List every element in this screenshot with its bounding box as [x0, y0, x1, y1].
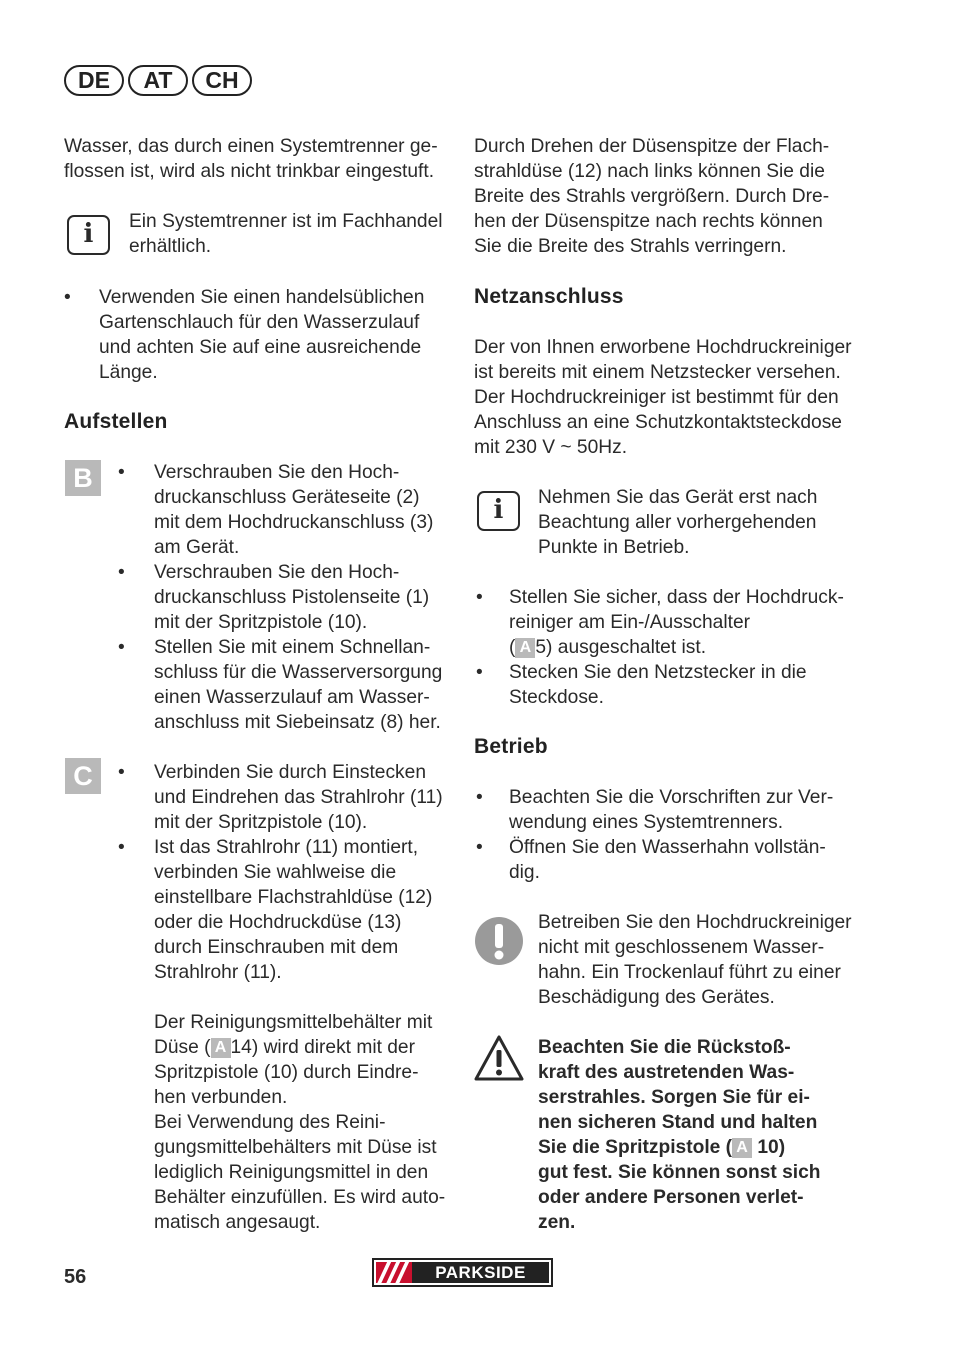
- text-line: zen.: [538, 1212, 576, 1233]
- notice-trockenlauf: [538, 910, 852, 1010]
- bullet-text: [154, 560, 429, 635]
- text-line: oder die Hochdruckdüse (13): [154, 912, 402, 933]
- bullet-dot: •: [118, 462, 125, 483]
- text-line: Stellen Sie mit einem Schnellan-: [154, 637, 431, 658]
- warning-triangle-icon: [473, 1034, 525, 1082]
- text-line: anschluss mit Siebeinsatz (8) her.: [154, 712, 441, 733]
- text-line: Steckdose.: [509, 687, 604, 708]
- logo-stripes: [376, 1262, 412, 1283]
- figure-ref-a: A: [211, 1038, 231, 1058]
- text-line: kraft des austretenden Was-: [538, 1062, 795, 1083]
- bullet-dot: •: [476, 787, 483, 808]
- text-line: durch Einschrauben mit dem: [154, 937, 399, 958]
- text-line: nicht mit geschlossenem Wasser-: [538, 937, 825, 958]
- text-line: matisch angesaugt.: [154, 1212, 321, 1233]
- figure-ref-a: A: [732, 1138, 752, 1158]
- parkside-logo: [372, 1258, 553, 1287]
- text-line: Stellen Sie sicher, dass der Hochdruck-: [509, 587, 844, 608]
- text-line: gungsmittelbehälters mit Düse ist: [154, 1137, 437, 1158]
- text-line: Beachtung aller vorhergehenden: [538, 512, 817, 533]
- figure-ref-a: A: [515, 638, 535, 658]
- text-line: Sie die Breite des Strahls verringern.: [474, 236, 787, 257]
- bullet-dot: •: [118, 837, 125, 858]
- text-line: hen der Düsenspitze nach rechts können: [474, 211, 823, 232]
- text-line: mit dem Hochdruckanschluss (3): [154, 512, 434, 533]
- bullet-text: [99, 285, 424, 385]
- text-fragment: 10): [757, 1137, 786, 1158]
- text-line: Bei Verwendung des Reini-: [154, 1112, 386, 1133]
- text-line: [154, 1035, 454, 1060]
- logo-wordmark: PARKSIDE: [412, 1262, 549, 1283]
- text-line: Durch Drehen der Düsenspitze der Flach-: [474, 136, 830, 157]
- text-line: Der Reinigungsmittelbehälter mit: [154, 1012, 433, 1033]
- page-number: 56: [64, 1266, 87, 1288]
- text-line: mit der Spritzpistole (10).: [154, 812, 368, 833]
- text-line: Beachten Sie die Vorschriften zur Ver-: [509, 787, 834, 808]
- bullet-text: [509, 785, 833, 835]
- text-fragment: 5) ausgeschaltet ist.: [535, 637, 707, 658]
- text-line: Betreiben Sie den Hochdruckreiniger: [538, 912, 852, 933]
- heading-netzanschluss: Netzanschluss: [474, 285, 624, 308]
- text-line: Wasser, das durch einen Systemtrenner ge-: [64, 136, 438, 157]
- text-line: hahn. Ein Trockenlauf führt zu einer: [538, 962, 841, 983]
- text-fragment: Sie die Spritzpistole (: [538, 1137, 733, 1158]
- text-line: wendung eines Systemtrenners.: [509, 812, 784, 833]
- text-line: Breite des Strahls vergrößern. Durch Dre-: [474, 186, 830, 207]
- netzanschluss-paragraph: [474, 335, 852, 460]
- text-line: Verbinden Sie durch Einstecken: [154, 762, 426, 783]
- text-line: [538, 1135, 821, 1160]
- text-line: oder andere Personen verlet-: [538, 1187, 804, 1208]
- info-icon: i: [67, 215, 110, 255]
- text-line: gut fest. Sie können sonst sich: [538, 1162, 821, 1183]
- exclamation-circle-icon: [474, 916, 524, 966]
- country-badge-ch: CH: [192, 65, 252, 96]
- text-line: hen verbunden.: [154, 1087, 288, 1108]
- info-note-systemtrenner: [129, 209, 443, 259]
- text-line: Behälter einzufüllen. Es wird auto-: [154, 1187, 446, 1208]
- text-line: flossen ist, wird als nicht trinkbar eingestuft.: [64, 161, 435, 182]
- heading-betrieb: Betrieb: [474, 735, 548, 758]
- bullet-dot: •: [476, 837, 483, 858]
- text-line: Verschrauben Sie den Hoch-: [154, 462, 400, 483]
- text-line: am Gerät.: [154, 537, 240, 558]
- text-line: reiniger am Ein-/Ausschalter: [509, 612, 751, 633]
- info-icon: i: [477, 491, 520, 531]
- text-line: druckanschluss Geräteseite (2): [154, 487, 420, 508]
- text-fragment: (: [509, 637, 516, 658]
- section-marker-c: C: [65, 758, 101, 794]
- text-line: Länge.: [99, 362, 158, 383]
- text-line: Beachten Sie die Rückstoß-: [538, 1037, 791, 1058]
- text-line: Der von Ihnen erworbene Hochdruckreiniger: [474, 337, 852, 358]
- text-line: verbinden Sie wahlweise die: [154, 862, 397, 883]
- text-line: Spritzpistole (10) durch Eindre-: [154, 1062, 419, 1083]
- text-line: und achten Sie auf eine ausreichende: [99, 337, 422, 358]
- bullet-dot: •: [476, 662, 483, 683]
- bullet-text: [154, 635, 442, 735]
- text-line: Verwenden Sie einen handelsüblichen: [99, 287, 425, 308]
- bullet-text: [509, 660, 807, 710]
- text-line: und Eindrehen das Strahlrohr (11): [154, 787, 443, 808]
- text-line: Der Hochdruckreiniger ist bestimmt für den: [474, 387, 839, 408]
- info-note-inbetriebnahme: [538, 485, 817, 560]
- bullet-text: [509, 585, 844, 660]
- text-line: Ein Systemtrenner ist im Fachhandel: [129, 211, 443, 232]
- bullet-text: [509, 835, 826, 885]
- text-line: dig.: [509, 862, 540, 883]
- right-intro-paragraph: [474, 134, 829, 259]
- text-line: Punkte in Betrieb.: [538, 537, 690, 558]
- text-line: Anschluss an eine Schutzkontaktsteckdose: [474, 412, 842, 433]
- bullet-dot: •: [476, 587, 483, 608]
- text-line: Stecken Sie den Netzstecker in die: [509, 662, 807, 683]
- bullet-dot: •: [118, 762, 125, 783]
- text-line: Verschrauben Sie den Hoch-: [154, 562, 400, 583]
- text-line: erhältlich.: [129, 236, 212, 257]
- text-line: Beschädigung des Gerätes.: [538, 987, 775, 1008]
- text-line: Strahlrohr (11).: [154, 962, 282, 983]
- text-line: mit 230 V ~ 50Hz.: [474, 437, 628, 458]
- bullet-dot: •: [118, 562, 125, 583]
- text-line: Öffnen Sie den Wasserhahn vollstän-: [509, 837, 826, 858]
- text-line: schluss für die Wasserversorgung: [154, 662, 443, 683]
- text-line: Ist das Strahlrohr (11) montiert,: [154, 837, 419, 858]
- bullet-text: [154, 760, 443, 835]
- text-line: [509, 635, 844, 660]
- text-line: serstrahles. Sorgen Sie für ei-: [538, 1087, 810, 1108]
- reinigungsmittel-paragraph: [154, 1010, 454, 1235]
- text-line: nen sicheren Stand und halten: [538, 1112, 818, 1133]
- text-line: einen Wasserzulauf am Wasser-: [154, 687, 430, 708]
- text-line: ist bereits mit einem Netzstecker versehen.: [474, 362, 841, 383]
- heading-aufstellen: Aufstellen: [64, 410, 168, 433]
- bullet-dot: •: [64, 287, 71, 308]
- text-line: Gartenschlauch für den Wasserzulauf: [99, 312, 420, 333]
- text-line: mit der Spritzpistole (10).: [154, 612, 368, 633]
- section-marker-b: B: [65, 460, 101, 496]
- text-line: strahldüse (12) nach links können Sie die: [474, 161, 825, 182]
- text-line: lediglich Reinigungsmittel in den: [154, 1162, 429, 1183]
- country-badge-at: AT: [128, 65, 188, 96]
- bullet-dot: •: [118, 637, 125, 658]
- text-line: druckanschluss Pistolenseite (1): [154, 587, 430, 608]
- text-fragment: 14) wird direkt mit der: [230, 1037, 415, 1058]
- warning-rueckstoss: [538, 1035, 821, 1235]
- text-fragment: Düse (: [154, 1037, 211, 1058]
- country-badge-de: DE: [64, 65, 124, 96]
- bullet-text: [154, 835, 432, 985]
- bullet-text: [154, 460, 433, 560]
- text-line: Nehmen Sie das Gerät erst nach: [538, 487, 818, 508]
- left-intro-paragraph: [64, 134, 438, 184]
- text-line: einstellbare Flachstrahldüse (12): [154, 887, 433, 908]
